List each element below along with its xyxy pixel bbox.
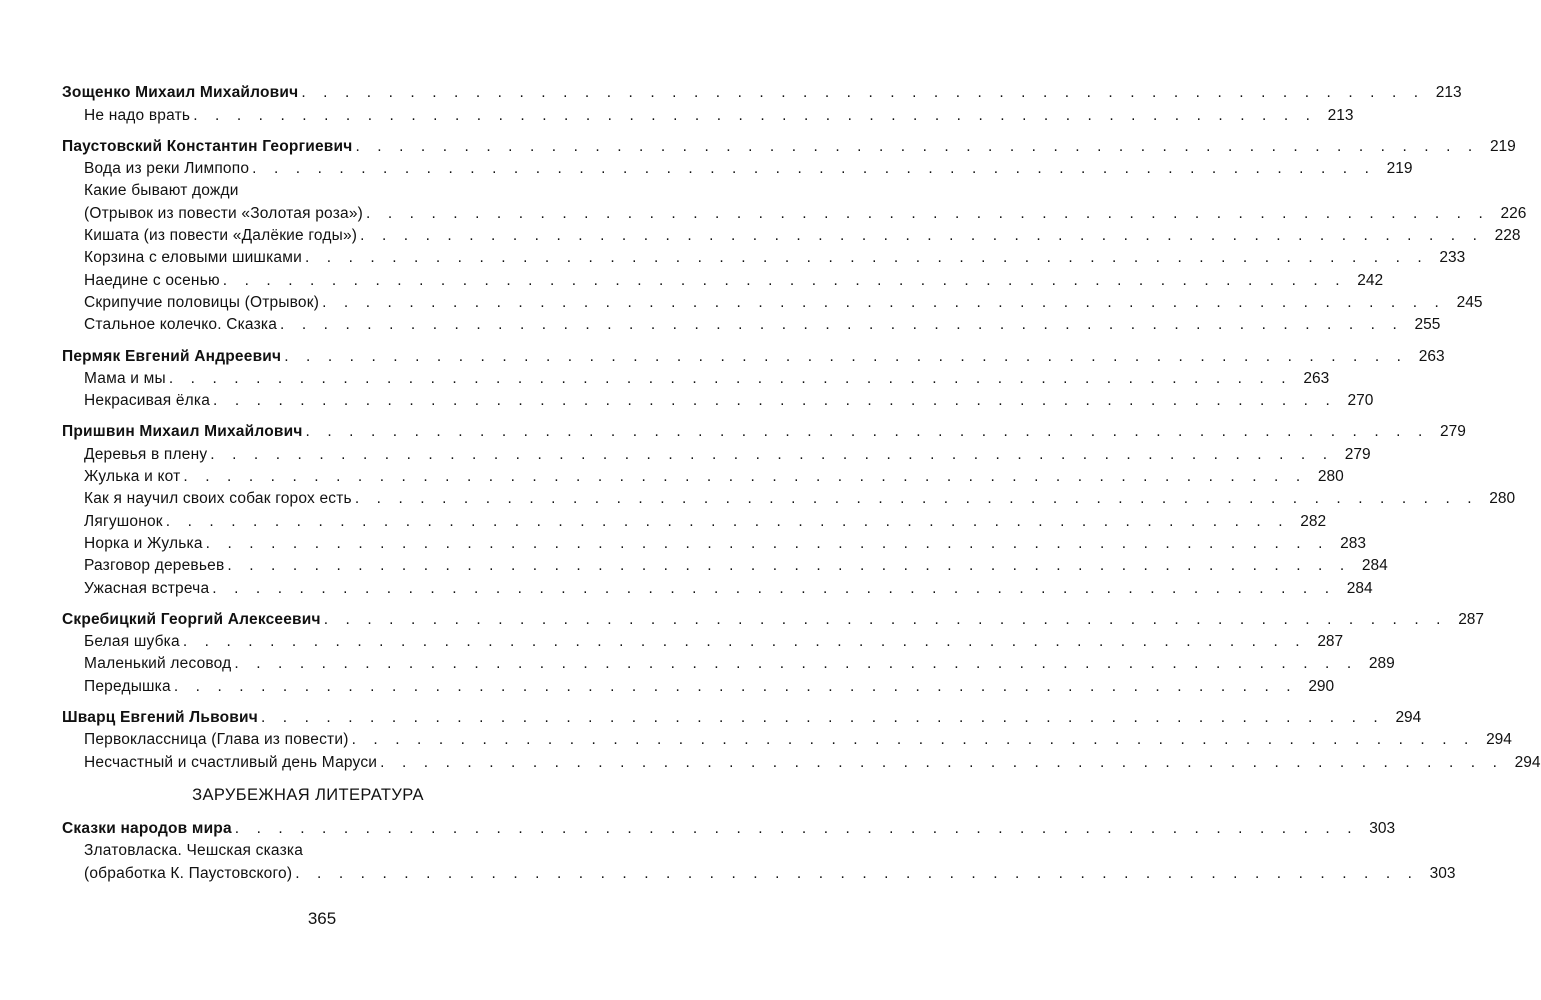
toc-entry (62, 531, 1367, 553)
page-ref: 279 (1440, 423, 1466, 441)
page-ref: 282 (1300, 512, 1327, 530)
dot-leader: . . . . . . . . . . . . . . . . . . . . . . . . . . . . . . . . . . . . . . . . . . . . . . . . . . . . (354, 490, 1479, 508)
toc-entry (62, 441, 1371, 463)
dot-leader: . . . . . . . . . . . . . . . . . . . . . . . . . . . . . . . . . . . . . . . . . . . . . . . . . . . . (183, 468, 1307, 486)
page-number: 365 (307, 909, 337, 928)
page-ref: 294 (1514, 753, 1541, 771)
entry-title: Ужасная встреча (84, 579, 210, 597)
toc-author-entry (62, 816, 1396, 838)
toc-main-section (62, 80, 1541, 772)
entry-title: Маленький лесовод (84, 655, 232, 673)
page-ref: 245 (1456, 293, 1483, 311)
author-name: Сказки народов мира (62, 819, 232, 837)
entry-title: Лягушонок (84, 512, 163, 530)
entry-title: Белая шубка (84, 633, 180, 651)
entry-title: Не надо врать (84, 106, 191, 124)
page-ref: 280 (1317, 468, 1344, 486)
entry-title: Как я научил своих собак горох есть (84, 490, 352, 508)
entry-title: (Отрывок из повести «Золотая роза») (84, 204, 364, 222)
page-ref: 280 (1489, 490, 1516, 508)
toc-entry (62, 508, 1327, 530)
entry-title: Жулька и кот (84, 468, 181, 486)
toc-author-entry (62, 705, 1422, 727)
entry-title-first-line (62, 838, 554, 860)
dot-leader: . . . . . . . . . . . . . . . . . . . . . . . . . . . . . . . . . . . . . . . . . . . . . . . . . . . . (252, 160, 1376, 178)
toc-entry (62, 553, 1388, 575)
toc-author-entry (62, 80, 1462, 102)
dot-leader: . . . . . . . . . . . . . . . . . . . . . . . . . . . . . . . . . . . . . . . . . . . . . . . . . . . . (165, 512, 1290, 530)
toc-entry (62, 290, 1483, 312)
toc-entry (62, 464, 1344, 486)
entry-title: Скрипучие половицы (Отрывок) (84, 293, 320, 311)
toc-entry (62, 156, 1413, 178)
dot-leader: . . . . . . . . . . . . . . . . . . . . . . . . . . . . . . . . . . . . . . . . . . . . . . . . . . . . (212, 579, 1336, 597)
author-group (62, 705, 1541, 772)
toc-entry (62, 629, 1344, 651)
dot-leader: . . . . . . . . . . . . . . . . . . . . . . . . . . . . . . . . . . . . . . . . . . . . . . . . . . . . (322, 293, 1446, 311)
entry-title-line: Какие бывают дожди (84, 182, 239, 200)
entry-title: Передышка (84, 677, 171, 695)
toc-entry (62, 749, 1541, 771)
page-ref: 263 (1418, 347, 1445, 365)
entry-title: Вода из реки Лимпопо (84, 160, 250, 178)
author-group (62, 816, 1456, 883)
dot-leader: . . . . . . . . . . . . . . . . . . . . . . . . . . . . . . . . . . . . . . . . . . . . . . . . . . . . (355, 137, 1479, 155)
entry-title: Первоклассница (Глава из повести) (84, 731, 349, 749)
toc-author-entry (62, 134, 1516, 156)
dot-leader: . . . . . . . . . . . . . . . . . . . . . . . . . . . . . . . . . . . . . . . . . . . . . . . . . . . . (227, 557, 1351, 575)
table-of-contents (62, 80, 1541, 892)
entry-title: Наедине с осенью (84, 271, 220, 289)
entry-title: Мама и мы (84, 369, 166, 387)
section-heading: ЗАРУБЕЖНАЯ ЛИТЕРАТУРА (192, 785, 424, 804)
entry-title: Несчастный и счастливый день Маруси (84, 753, 378, 771)
page-ref: 303 (1429, 864, 1456, 882)
dot-leader: . . . . . . . . . . . . . . . . . . . . . . . . . . . . . . . . . . . . . . . . . . . . . . . . . . . . (234, 655, 1358, 673)
toc-entry (62, 102, 1354, 124)
author-name: Пермяк Евгений Андреевич (62, 347, 282, 365)
page-ref: 279 (1344, 445, 1371, 463)
page-ref: 294 (1395, 709, 1422, 727)
toc-entry (62, 366, 1330, 388)
entry-title: Разговор деревьев (84, 557, 225, 575)
author-group (62, 607, 1485, 696)
entry-title: Корзина с еловыми шишками (84, 249, 302, 267)
page-ref: 233 (1439, 249, 1466, 267)
page-ref: 270 (1347, 392, 1374, 410)
page-ref: 226 (1500, 204, 1527, 222)
dot-leader: . . . . . . . . . . . . . . . . . . . . . . . . . . . . . . . . . . . . . . . . . . . . . . . . . . . . (182, 633, 1307, 651)
page-ref: 294 (1486, 731, 1512, 749)
page-ref: 287 (1458, 610, 1485, 628)
page-ref: 242 (1357, 271, 1384, 289)
dot-leader: . . . . . . . . . . . . . . . . . . . . . . . . . . . . . . . . . . . . . . . . . . . . . . . . . . . . (351, 731, 1475, 749)
dot-leader: . . . . . . . . . . . . . . . . . . . . . . . . . . . . . . . . . . . . . . . . . . . . . . . . . . . . (210, 445, 1334, 463)
entry-title-first-line (62, 178, 554, 200)
toc-entry (62, 267, 1384, 289)
dot-leader: . . . . . . . . . . . . . . . . . . . . . . . . . . . . . . . . . . . . . . . . . . . . . . . . . . . . (284, 347, 1408, 365)
dot-leader: . . . . . . . . . . . . . . . . . . . . . . . . . . . . . . . . . . . . . . . . . . . . . . . . . . . . (205, 534, 1330, 552)
dot-leader: . . . . . . . . . . . . . . . . . . . . . . . . . . . . . . . . . . . . . . . . . . . . . . . . . . . . (323, 610, 1448, 628)
dot-leader: . . . . . . . . . . . . . . . . . . . . . . . . . . . . . . . . . . . . . . . . . . . . . . . . . . . . (301, 84, 1425, 102)
dot-leader: . . . . . . . . . . . . . . . . . . . . . . . . . . . . . . . . . . . . . . . . . . . . . . . . . . . . (213, 392, 1337, 410)
page-ref: 213 (1435, 84, 1462, 102)
entry-title: Стальное колечко. Сказка (84, 316, 278, 334)
toc-entry (62, 388, 1374, 410)
page-ref: 263 (1303, 369, 1330, 387)
dot-leader: . . . . . . . . . . . . . . . . . . . . . . . . . . . . . . . . . . . . . . . . . . . . . . . . . . . . (222, 271, 1347, 289)
toc-foreign-section (62, 816, 1456, 883)
toc-author-entry (62, 419, 1466, 441)
author-group (62, 80, 1462, 125)
page-ref: 287 (1317, 633, 1344, 651)
toc-entry (62, 223, 1521, 245)
entry-title: Норка и Жулька (84, 534, 203, 552)
dot-leader: . . . . . . . . . . . . . . . . . . . . . . . . . . . . . . . . . . . . . . . . . . . . . . . . . . . . (168, 369, 1293, 387)
page-ref: 219 (1386, 160, 1413, 178)
dot-leader: . . . . . . . . . . . . . . . . . . . . . . . . . . . . . . . . . . . . . . . . . . . . . . . . . . . . (280, 316, 1404, 334)
author-group (62, 134, 1527, 335)
author-group (62, 419, 1516, 597)
entry-title: Кишата (из повести «Далёкие годы») (84, 227, 358, 245)
dot-leader: . . . . . . . . . . . . . . . . . . . . . . . . . . . . . . . . . . . . . . . . . . . . . . . . . . . . (305, 423, 1429, 441)
author-name: Паустовский Константин Георгиевич (62, 137, 353, 155)
toc-entry (62, 651, 1395, 673)
page-ref: 213 (1327, 106, 1354, 124)
author-name: Скребицкий Георгий Алексеевич (62, 610, 321, 628)
toc-entry (62, 673, 1335, 695)
toc-entry (62, 312, 1441, 334)
dot-leader: . . . . . . . . . . . . . . . . . . . . . . . . . . . . . . . . . . . . . . . . . . . . . . . . . . . . (193, 106, 1317, 124)
page-ref: 303 (1369, 819, 1396, 837)
dot-leader: . . . . . . . . . . . . . . . . . . . . . . . . . . . . . . . . . . . . . . . . . . . . . . . . . . . . (304, 249, 1429, 267)
author-group (62, 343, 1445, 410)
page-ref: 290 (1308, 677, 1335, 695)
toc-entry (62, 575, 1373, 597)
entry-title: (обработка К. Паустовского) (84, 864, 293, 882)
dot-leader: . . . . . . . . . . . . . . . . . . . . . . . . . . . . . . . . . . . . . . . . . . . . . . . . . . . . (260, 709, 1385, 727)
page-ref: 255 (1414, 316, 1441, 334)
dot-leader: . . . . . . . . . . . . . . . . . . . . . . . . . . . . . . . . . . . . . . . . . . . . . . . . . . . . (366, 204, 1490, 222)
toc-entry (62, 860, 1456, 882)
page-ref: 289 (1368, 655, 1395, 673)
author-name: Шварц Евгений Львович (62, 709, 258, 727)
toc-entry (62, 727, 1512, 749)
entry-title: Деревья в плену (84, 445, 208, 463)
toc-author-entry (62, 607, 1485, 629)
dot-leader: . . . . . . . . . . . . . . . . . . . . . . . . . . . . . . . . . . . . . . . . . . . . . . . . . . . . (380, 753, 1504, 771)
dot-leader: . . . . . . . . . . . . . . . . . . . . . . . . . . . . . . . . . . . . . . . . . . . . . . . . . . . . (360, 227, 1484, 245)
dot-leader: . . . . . . . . . . . . . . . . . . . . . . . . . . . . . . . . . . . . . . . . . . . . . . . . . . . . (295, 864, 1419, 882)
dot-leader: . . . . . . . . . . . . . . . . . . . . . . . . . . . . . . . . . . . . . . . . . . . . . . . . . . . . (173, 677, 1298, 695)
toc-entry (62, 486, 1516, 508)
page-ref: 283 (1340, 534, 1367, 552)
author-name: Пришвин Михаил Михайлович (62, 423, 303, 441)
entry-title-line: Златовласка. Чешская сказка (84, 842, 304, 860)
entry-title: Некрасивая ёлка (84, 392, 211, 410)
toc-entry (62, 245, 1466, 267)
toc-author-entry (62, 343, 1445, 365)
page-ref: 228 (1494, 227, 1521, 245)
toc-entry (62, 200, 1527, 222)
page-ref: 219 (1489, 137, 1516, 155)
dot-leader: . . . . . . . . . . . . . . . . . . . . . . . . . . . . . . . . . . . . . . . . . . . . . . . . . . . . (234, 819, 1359, 837)
page-ref: 284 (1361, 557, 1388, 575)
author-name: Зощенко Михаил Михайлович (62, 84, 299, 102)
page-ref: 284 (1346, 579, 1373, 597)
